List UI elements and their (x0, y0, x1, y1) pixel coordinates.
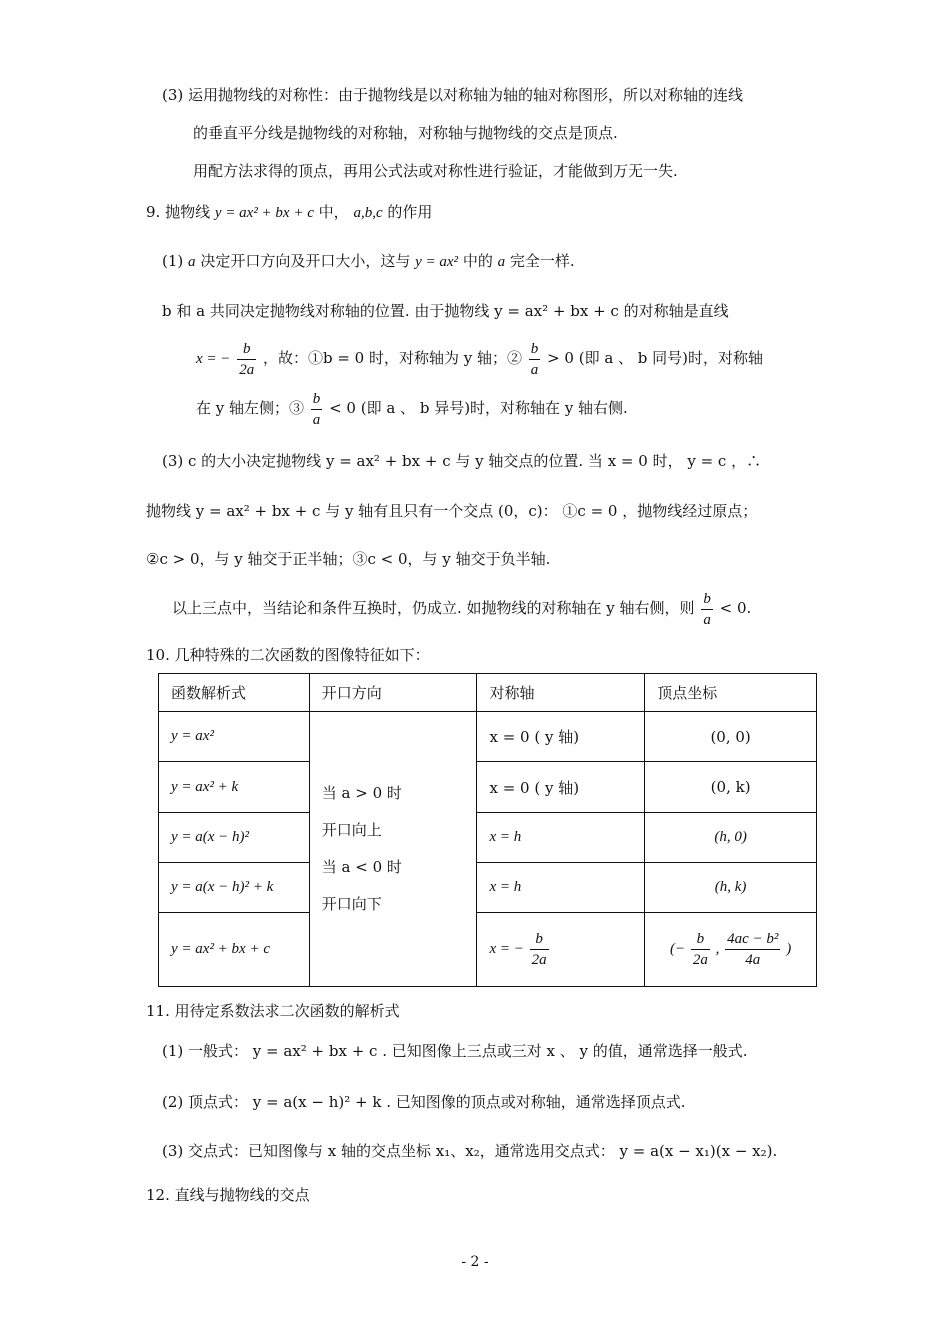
s9-item3-line2: 抛物线 y = ax² + bx + c 与 y 轴有且只有一个交点 (0，c)： ①c = 0 ，抛物线经过原点； (146, 502, 758, 520)
special-quadratics-table (158, 673, 817, 987)
vertex-cell: (h, 0) (645, 813, 817, 863)
s11-item3: (3) 交点式：已知图像与 x 轴的交点坐标 x₁、x₂，通常选用交点式： y = a(x − x₁)(x − x₂). (162, 1142, 778, 1160)
fraction-b-over-a: $\frac{b}{a}$ (530, 340, 539, 378)
s9-item2-line2: x = − $\frac{b}{2a}$ ，故：①b = 0 时，对称轴为 y 轴；② $\frac{b}{a}$ > 0 (即 a 、 b 同号)时，对称轴 (196, 340, 764, 378)
vertex-cell: (0, k) (645, 762, 817, 813)
header-axis: 对称轴 (477, 674, 645, 712)
s9-item1: (1) a 决定开口方向及开口大小，这与 y = ax² 中的 a 完全一样. (162, 252, 575, 270)
formula-cell: y = a(x − h)² (159, 813, 310, 863)
vertex-cell: (h, k) (645, 863, 817, 913)
s9-item3-line1: (3) c 的大小决定抛物线 y = ax² + bx + c 与 y 轴交点的位置. 当 x = 0 时， y = c ，∴ (162, 452, 762, 470)
s9-item3-line3: ②c > 0，与 y 轴交于正半轴；③c < 0，与 y 轴交于负半轴. (146, 550, 551, 568)
table-row (159, 762, 817, 813)
table-row (159, 863, 817, 913)
s8-item3-line2: 的垂直平分线是抛物线的对称轴，对称轴与抛物线的交点是顶点. (193, 124, 618, 142)
s11-item2: (2) 顶点式： y = a(x − h)² + k . 已知图像的顶点或对称轴，通常选择顶点式. (162, 1093, 686, 1111)
s9-summary: 以上三点中，当结论和条件互换时，仍成立. 如抛物线的对称轴在 y 轴右侧，则 $\frac{b}{a}$ < 0. (172, 590, 752, 628)
s11-item1: (1) 一般式： y = ax² + bx + c . 已知图像上三点或三对 x 、 y 的值，通常选择一般式. (162, 1042, 748, 1060)
axis-cell: x = 0 ( y 轴) (477, 762, 645, 813)
vertex-cell: (− $\frac{b}{2a}$ , $\frac{\text{4ac − b²}}{4a}$ ) (645, 913, 817, 987)
axis-cell: x = h (477, 863, 645, 913)
header-direction: 开口方向 (309, 674, 477, 712)
formula-cell: y = ax² (159, 712, 310, 762)
s12-title: 12. 直线与抛物线的交点 (146, 1186, 310, 1204)
header-formula: 函数解析式 (159, 674, 310, 712)
formula-cell: y = ax² + k (159, 762, 310, 813)
s9-item2-line1: b 和 a 共同决定抛物线对称轴的位置. 由于抛物线 y = ax² + bx + c 的对称轴是直线 (162, 302, 729, 320)
axis-cell: x = − $\frac{b}{2a}$ (477, 913, 645, 987)
fraction-b-over-a-3: $\frac{b}{a}$ (703, 590, 711, 628)
vertex-cell: (0, 0) (645, 712, 817, 762)
table-header-row (159, 674, 817, 712)
header-vertex: 顶点坐标 (645, 674, 817, 712)
fraction-b-over-2a: $\frac{b}{2a}$ (239, 340, 255, 378)
s11-title: 11. 用待定系数法求二次函数的解析式 (146, 1002, 400, 1020)
axis-cell: x = h (477, 813, 645, 863)
fraction-b-over-a-2: $\frac{b}{a}$ (312, 390, 321, 428)
s8-item3-line1: (3) 运用抛物线的对称性：由于抛物线是以对称轴为轴的轴对称图形，所以对称轴的连线 (162, 86, 744, 104)
formula-cell: y = ax² + bx + c (159, 913, 310, 987)
formula-cell: y = a(x − h)² + k (159, 863, 310, 913)
table-row (159, 712, 817, 762)
s8-item3-line3: 用配方法求得的顶点，再用公式法或对称性进行验证，才能做到万无一失. (193, 162, 678, 180)
s9-title: 9. 抛物线 y = ax² + bx + c 中， a,b,c 的作用 (146, 203, 433, 221)
table-row (159, 813, 817, 863)
table-row (159, 913, 817, 987)
s10-title: 10. 几种特殊的二次函数的图像特征如下： (146, 646, 430, 664)
page-number: - 2 - (461, 1254, 489, 1270)
direction-cell: 当 a > 0 时 开口向上 当 a < 0 时 开口向下 (309, 712, 477, 987)
s9-item2-line3: 在 y 轴左侧；③ $\frac{b}{a}$ < 0 (即 a 、 b 异号)时，对称轴在 y 轴右侧. (196, 390, 628, 428)
axis-cell: x = 0 ( y 轴) (477, 712, 645, 762)
